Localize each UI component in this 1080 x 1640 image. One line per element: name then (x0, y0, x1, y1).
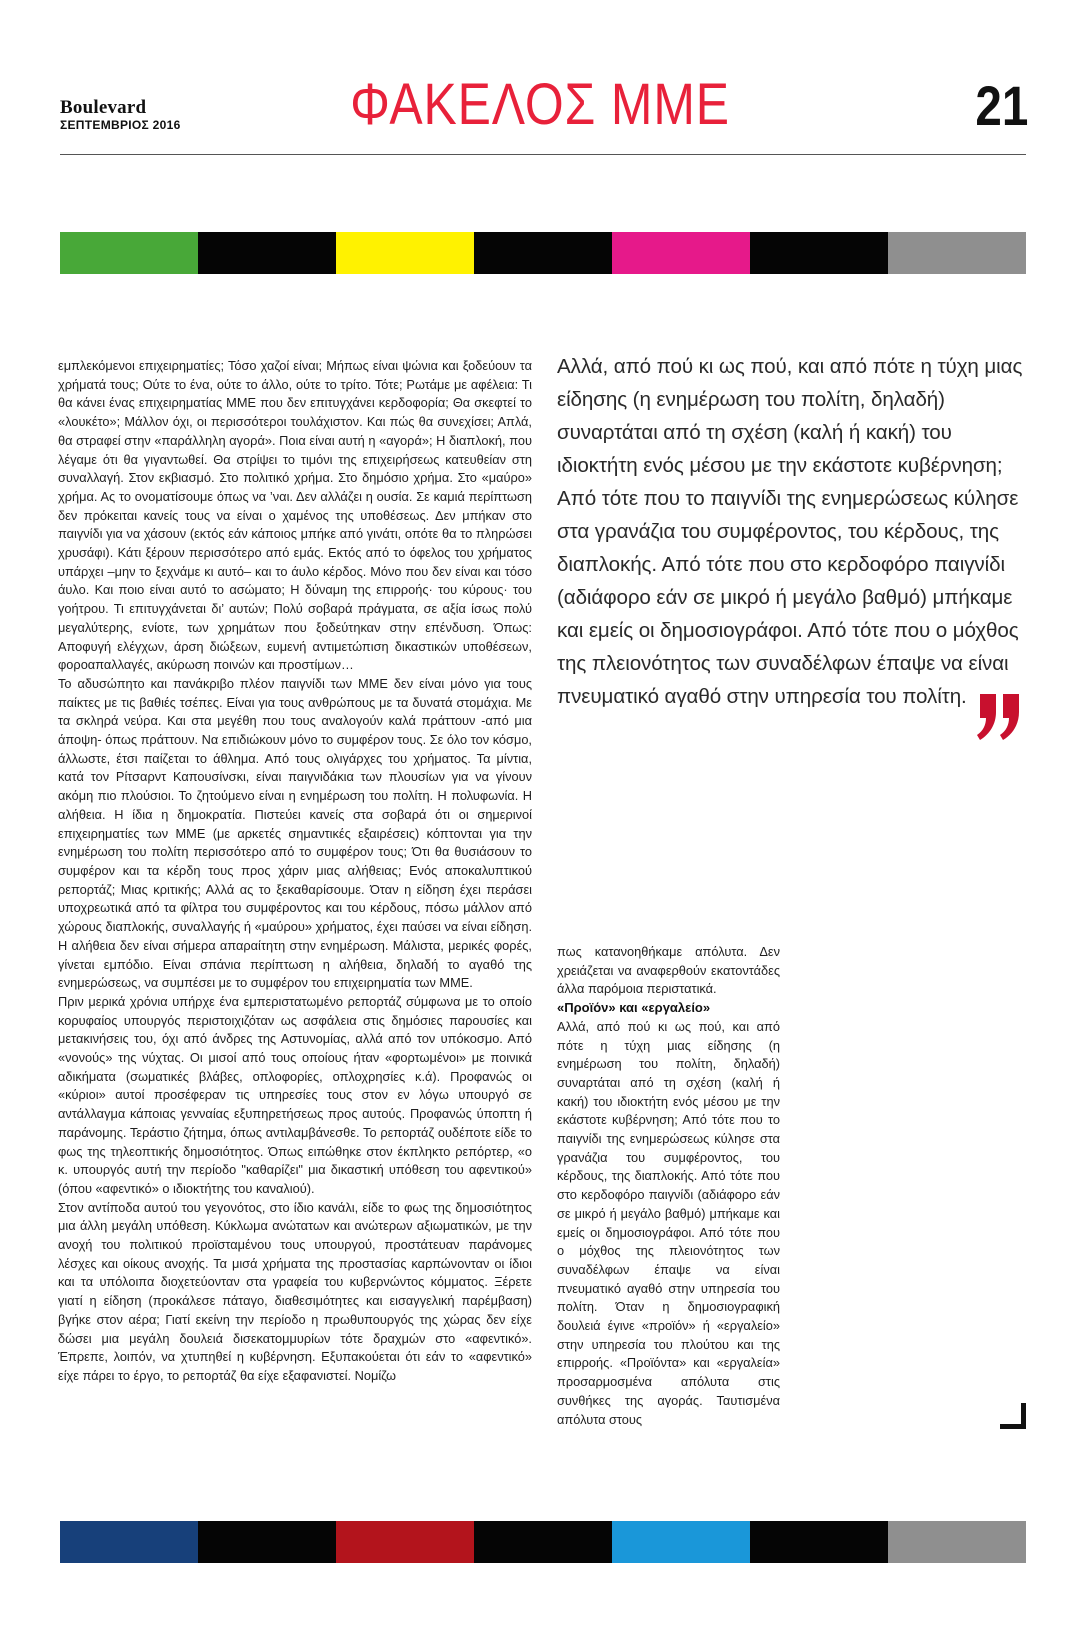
top-bar-segment (60, 232, 198, 274)
top-bar-segment (612, 232, 750, 274)
header-divider (60, 154, 1026, 155)
bottom-color-bar (60, 1521, 1026, 1563)
bottom-bar-segment (474, 1521, 612, 1563)
brand-logo-text: Boulevard (60, 97, 147, 118)
bottom-bar-segment (198, 1521, 336, 1563)
body-paragraph: Πριν μερικά χρόνια υπήρχε ένα εμπεριστατωμένο ρεπορτάζ σύμφωνα με το οποίο κορυφαίος υπουργός περιστοιχιζόταν ως ασφάλεια στις δημόσιες παρουσίες και μετακινήσεις του, όχι από άνδρες της Αστυνομίας, αλλά από τον υπόκοσμο. Από «νονούς» της νύχτας. Οι μισοί από τους οποίους ήταν «φορτωμένοι» με ποινικά αδικήματα (σωματικές βλάβες, οπλοφορίες, οπλοχρησίες κ.ά). Προφανώς οι «κύριοι» αυτοί προσέφεραν τις υπηρεσίες τους στον εν λόγω υπουργό σε αντάλλαγμα κάποιας γενναίας εξυπηρετήσεως προς αυτούς. Προφανώς ύποπτη ή παράνομης. Τεράστιο ζήτημα, όπως αντιλαμβάνεσθε. Το ρεπορτάζ ουδέποτε είδε το φως της τηλεοπτικής δημοσιότητος. Όπως ειπώθηκε στον έκπληκτο ρεπόρτερ, «ο κ. υπουργός αυτή την περίοδο "καθαρίζει" μια δικαστική υπόθεση του αφεντικού» (όπου «αφεντικό» ο ιδιοκτήτης του καναλιού). (58, 993, 532, 1196)
body-paragraph: εμπλεκόμενοι επιχειρηματίες; Τόσο χαζοί είναι; Μήπως είναι ψώνια και ξοδεύουν τα χρήματά τους; Ούτε το ένα, ούτε το άλλο, ούτε το τρίτο. Τότε; Ρωτάμε με αφέλεια: Τι θα κάνει ένας επιχειρηματίας ΜΜΕ που δεν επιτυγχάνει κερδοφορία; Θα σκεφτεί το «λουκέτο»; Μάλλον όχι, οι περισσότεροι τουλάχιστον. Και πώς θα συνεχίσει; Απλά, θα στραφεί στην «παράλληλη αγορά». Ποια είναι αυτή η «αγορά»; Η διαπλοκή, που λέγαμε ότι θα γιγαντωθεί. Θα στρίψει το τιμόνι της επιχειρήσεως κατευθείαν στη συναλλαγή. Στον εκβιασμό. Στο πολιτικό χρήμα. Στο δημόσιο χρήμα. Στο «μαύρο» χρήμα. Ας το ονοματίσουμε όπως να ’ναι. Δεν αλλάζει η ουσία. Σε καμιά περίπτωση δεν πρόκειται κανείς τους να είναι ο χαμένος της υποθέσεως. Δεν μπήκαν στο παιγνίδι για να χάσουν (εκτός εάν κάποιος μπήκε από γινάτι, οπότε θα το πληρώσει χρυσάφι). Κάτι ξέρουν περισσότερο από εμάς. Εκτός από το όφελος του χρήματος υπάρχει –μην το ξεχνάμε κι αυτό– και το άυλο κέρδος. Μόνο που δεν είναι και τόσο άυλο. Και ποιο είναι αυτό το ασώματο; Η δύναμη της επιρροής· του κύρους· του γοήτρου. Τι επιτυγχάνεται δι’ αυτών; Πολύ σοβαρά πράγματα, σε αξία ίσως πολύ μεγαλύτερης, ενίοτε, των χρημάτων που ξοδεύτηκαν στην επένδυση. Όπως: Αποφυγή ελέγχων, άρση διώξεων, ευμενή αντιμετώπιση δικαστικών υποθέσεων, φοροαπαλλαγές, ακύρωση ποινών και προστίμων… (58, 358, 532, 673)
corner-end-mark-icon (1000, 1403, 1026, 1429)
top-bar-segment (474, 232, 612, 274)
subheading: «Προϊόν» και «εργαλείο» (557, 1000, 711, 1016)
top-bar-segment (888, 232, 1026, 274)
top-bar-segment (198, 232, 336, 274)
top-bar-segment (750, 232, 888, 274)
bottom-bar-segment (888, 1521, 1026, 1563)
bottom-bar-segment (612, 1521, 750, 1563)
issue-date: ΣΕΠΤΕΜΒΡΙΟΣ 2016 (60, 118, 181, 132)
top-color-bar (60, 232, 1026, 274)
body-paragraph: Στον αντίποδα αυτού του γεγονότος, στο ίδιο κανάλι, είδε το φως της δημοσιότητος μια άλλη μεγάλη υπόθεση. Κύκλωμα ανώτατων και ανώτερων αξιωματικών, με την ανοχή του πολιτικού προϊσταμένου τους υπουργού, προστάτευαν παράνομες λέσχες και οίκους ανοχής. Τα μισά χρήματα της προστασίας καρπώνονταν οι ίδιοι και τα υπόλοιπα διοχετεύονταν στα γραφεία του κυβερνώντος κόμματος. Ξέρετε γιατί η είδηση (προκάλεσε πάταγο, διαθεσιμότητες και εισαγγελική παρέμβαση) βγήκε στον αέρα; Γιατί εκείνη την περίοδο η πρωθυπουργός της χώρας δεν είχε δώσει μια μεγάλη δουλειά δισεκατομμυρίων τότε δραχμών στο «αφεντικό». Έπρεπε, λοιπόν, να χτυπηθεί η κυβέρνηση. Εξυπακούεται ότι εάν το «αφεντικό» είχε πάρει το έργο, το ρεπορτάζ θα είχε εξαφανιστεί. Νομίζω (58, 1199, 532, 1383)
article-left-column (58, 357, 532, 1386)
closing-quote-icon (976, 694, 1024, 742)
section-title: ΦΑΚΕΛΟΣ ΜΜΕ (350, 72, 730, 137)
bottom-bar-segment (336, 1521, 474, 1563)
pull-quote: Αλλά, από πού κι ως πού, και από πότε η τύχη μιας είδησης (η ενημέρωση του πολίτη, δηλαδή) συναρτάται από τη σχέση (καλή ή κακή) του ιδιοκτήτη ενός μέσου με την εκάστοτε κυβέρνηση; Από τότε που το παιγνίδι της ενημερώσεως κύλησε στα γρανάζια του συμφέροντος, του κέρδους, της διαπλοκής. Από τότε που στο κερδοφόρο παιγνίδι (αδιάφορο εάν σε μικρό ή μεγάλο βαθμό) μπήκαμε και εμείς οι δημοσιογράφοι. Από τότε που ο μόχθος της πλειονότητος των συναδέλφων έπαψε να είναι πνευματικό αγαθό στην υπηρεσία του πολίτη. (557, 355, 1023, 708)
bottom-bar-segment (750, 1521, 888, 1563)
page-number: 21 (975, 74, 1028, 137)
body-paragraph: Το αδυσώπητο και πανάκριβο πλέον παιγνίδι των ΜΜΕ δεν είναι μόνο για τους παίκτες με τις βαθιές τσέπες. Είναι για τους ανθρώπους με τα δυνατά στομάχια. Με τα σκληρά νεύρα. Και στα μεγέθη που τους αναλογούν καλά πράττουν -από μια άποψη- όπως πράττουν. Να επιδιώκουν μόνο το συμφέρον τους. Σε όλο τον κόσμο, άλλωστε, έτσι παίζεται το άθλημα. Από τους ολιγάρχες του χρήματος. Τα μίντια, κατά τον Ρίτσαρντ Καπουσίνσκι, είναι παιγνιδάκια των πλουσίων για να γίνουν ακόμη πιο πλούσιοι. Το ζητούμενο είναι η ενημέρωση του πολίτη. Η πολυφωνία. Η αλήθεια. Η ίδια η δημοκρατία. Πιστεύει κανείς στα σοβαρά ότι οι σημερινοί επιχειρηματίες των ΜΜΕ (με αρκετές σημαντικές εξαιρέσεις) κόπτονται για την ενημέρωση του πολίτη περισσότερο από το συμφέρον τους; Ότι θα θυσιάσουν το συμφέρον και τα κέρδη τους προς χάριν μιας αλήθειας; Ενός αποκαλυπτικού ρεπορτάζ; Μιας κριτικής; Αλλά ας το ξεκαθαρίσουμε. Όταν η είδηση έχει περάσει υποχρεωτικά από τα φίλτρα του συμφέροντος και του κέρδους, πόσω μάλλον από χώρους διαπλοκής, συναλλαγής ή «μαύρου» χρήματος, έχει παύσει να είναι είδηση. Η αλήθεια δεν είναι σήμερα απαραίτητη στην ενημέρωση. Μάλιστα, μερικές φορές, γίνεται εμπόδιο. Είναι σπάνια περίπτωση η αλήθεια, δηλαδή το αγαθό της ενημερώσεως, να συμπέσει με το συμφέρον του επιχειρηματία των ΜΜΕ. (58, 675, 532, 991)
right-column-intro: πως κατανοηθήκαμε απόλυτα. Δεν χρειάζεται να αναφερθούν εκατοντάδες άλλα παρόμοια περιστατικά. (557, 944, 780, 997)
right-column-body: Αλλά, από πού κι ως πού, και από πότε η τύχη μιας είδησης (η ενημέρωση του πολίτη, δηλαδή) συναρτάται από τη σχέση (καλή ή κακή) του ιδιοκτήτη ενός μέσου με την εκάστοτε κυβέρνηση; Από τότε που το παιγνίδι της ενημερώσεως κύλησε στα γρανάζια του συμφέροντος, του κέρδους, της διαπλοκής. Από τότε που στο κερδοφόρο παιγνίδι (αδιάφορο εάν σε μικρό ή μεγάλο βαθμό) μπήκαμε και εμείς οι δημοσιογράφοι. Από τότε που ο μόχθος της πλειονότητος των συναδέλφων έπαψε να είναι πνευματικό αγαθό στην υπηρεσία του πολίτη. Όταν η δημοσιογραφική δουλειά έγινε «προϊόν» ή «εργαλείο» στην υπηρεσία του πλούτου και της επιρροής. «Προϊόντα» και «εργαλεία» προσαρμοσμένα απόλυτα στις συνθήκες της αγοράς. Ταυτισμένα απόλυτα στους (557, 1018, 780, 1427)
top-bar-segment (336, 232, 474, 274)
bottom-bar-segment (60, 1521, 198, 1563)
article-right-column (557, 943, 780, 1429)
